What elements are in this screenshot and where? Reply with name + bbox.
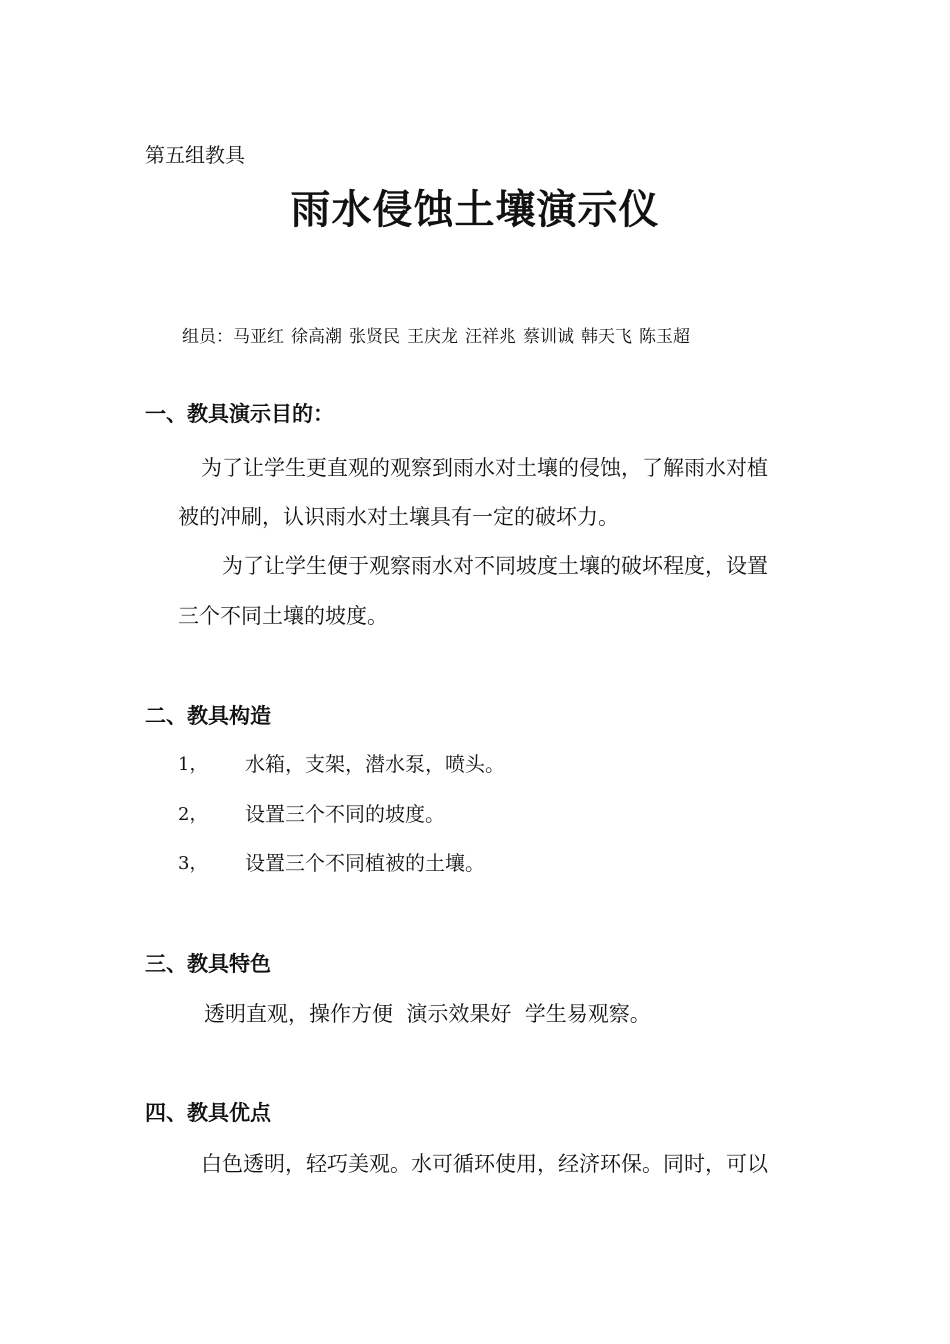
list-item-number: 3， <box>178 853 208 874</box>
member-name: 蔡训诚 <box>523 327 574 347</box>
section-heading-features: 三、教具特色 <box>145 952 271 976</box>
member-name: 王庆龙 <box>407 327 458 347</box>
list-item-text: 设置三个不同的坡度。 <box>245 802 445 826</box>
paragraph-line: 三个不同土壤的坡度。 <box>178 604 388 628</box>
member-name: 张贤民 <box>349 327 400 347</box>
members-line <box>182 322 697 347</box>
paragraph-line: 透明直观，操作方便 演示效果好 学生易观察。 <box>204 1002 651 1026</box>
section-heading-advantages: 四、教具优点 <box>145 1101 271 1125</box>
paragraph-line: 为了让学生更直观的观察到雨水对土壤的侵蚀，了解雨水对植 <box>201 456 768 480</box>
member-name: 韩天飞 <box>581 327 632 347</box>
document-title: 雨水侵蚀土壤演示仪 <box>290 187 660 233</box>
paragraph-line: 为了让学生便于观察雨水对不同坡度土壤的破坏程度，设置 <box>222 554 768 578</box>
member-name: 徐高潮 <box>291 327 342 347</box>
paragraph-line: 白色透明，轻巧美观。水可循环使用，经济环保。同时，可以 <box>201 1152 768 1176</box>
section-heading-structure: 二、教具构造 <box>145 704 271 728</box>
members-prefix: 组员： <box>182 327 233 347</box>
list-item-number: 2， <box>178 804 208 825</box>
list-item-text: 水箱，支架，潜水泵，喷头。 <box>245 752 505 776</box>
list-item-text: 设置三个不同植被的土壤。 <box>245 851 485 875</box>
list-item-number: 1， <box>178 754 208 775</box>
paragraph-line: 被的冲刷，认识雨水对土壤具有一定的破坏力。 <box>178 505 619 529</box>
group-label: 第五组教具 <box>145 143 245 167</box>
member-name: 陈玉超 <box>639 327 690 347</box>
member-name: 汪祥兆 <box>465 327 516 347</box>
member-name: 马亚红 <box>233 327 284 347</box>
section-heading-purpose: 一、教具演示目的： <box>145 402 334 426</box>
